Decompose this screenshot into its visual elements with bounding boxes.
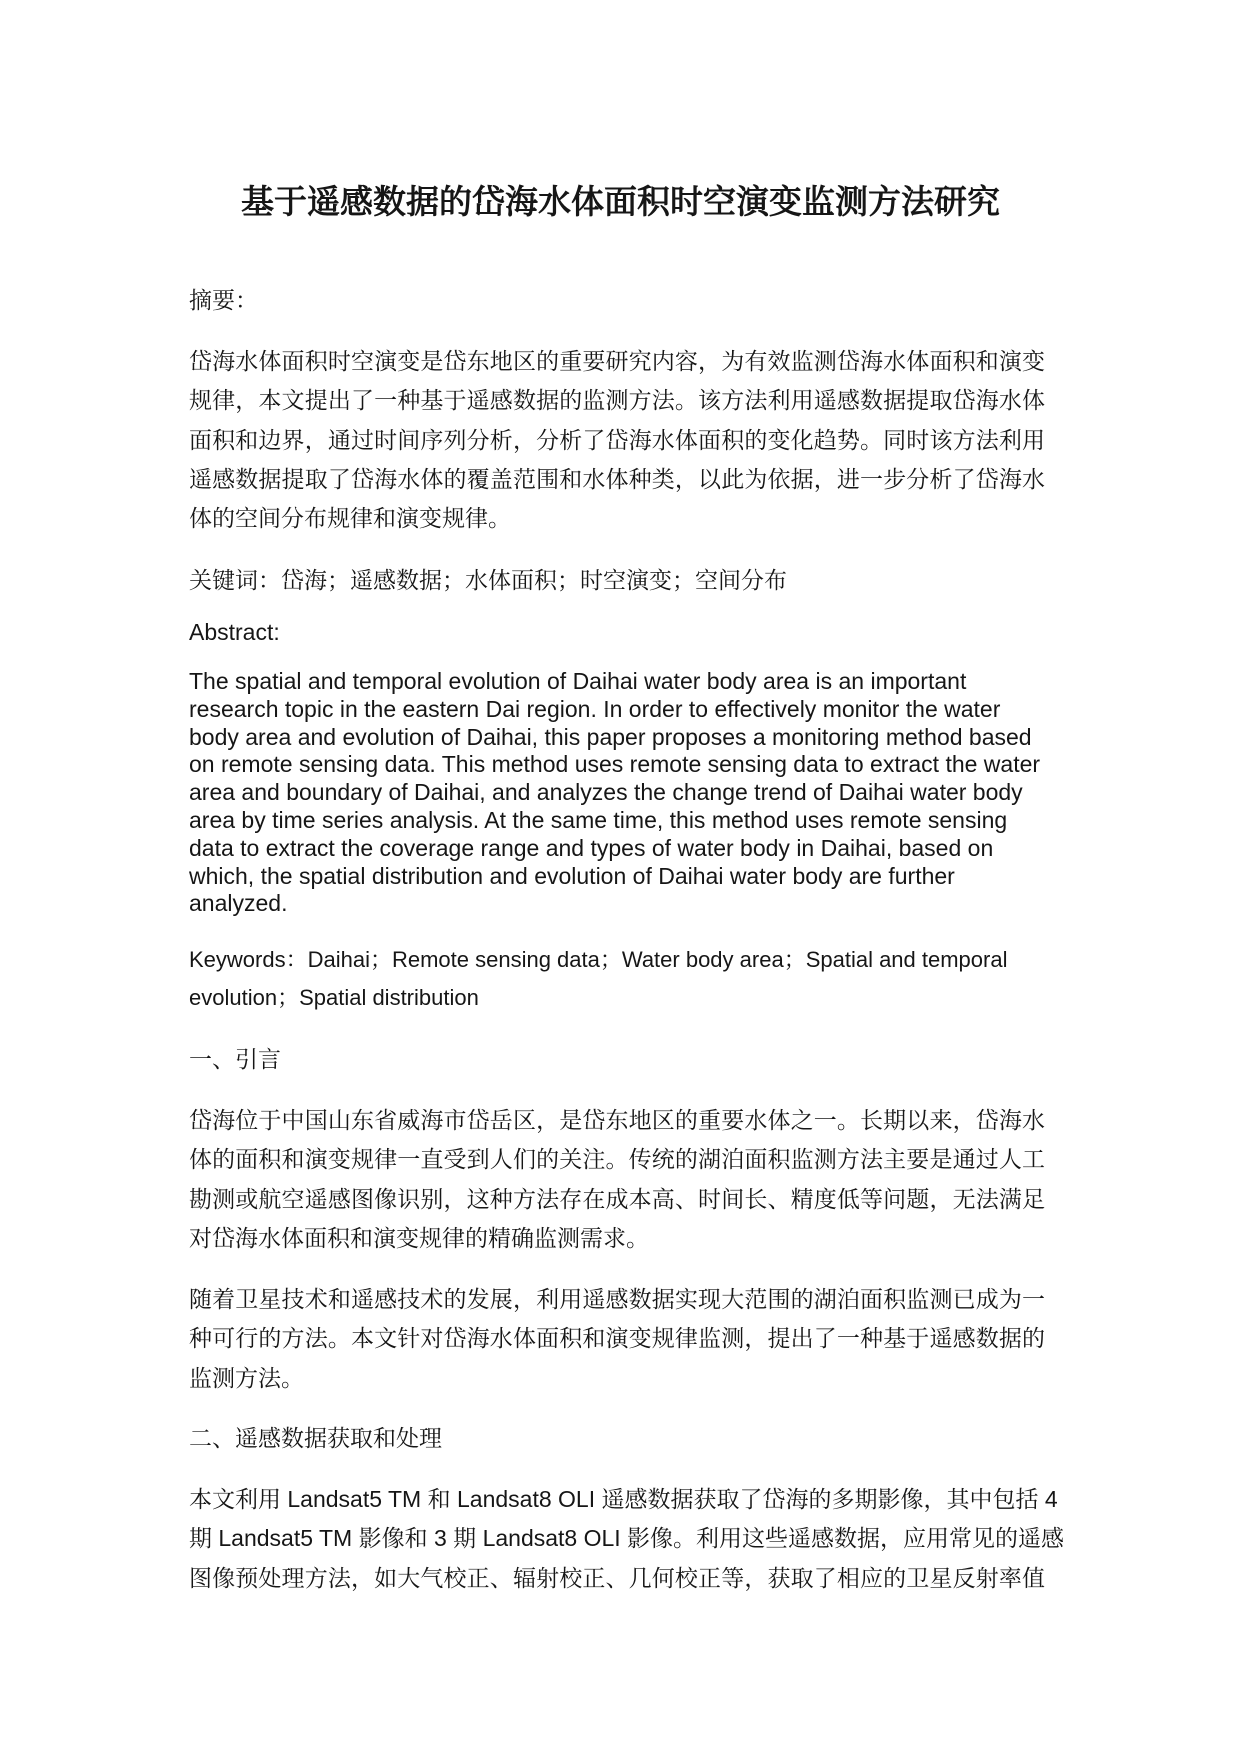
keywords-cn-line: 关键词：岱海；遥感数据；水体面积；时空演变；空间分布 <box>189 567 787 593</box>
abstract-en-heading <box>189 618 1045 646</box>
paragraph-line: 本文利用 Landsat5 TM 和 Landsat8 OLI 遥感数据获取了岱海的多期影像，其中包括 4 <box>189 1486 1058 1512</box>
paragraph-line: 对岱海水体面积和演变规律的精确监测需求。 <box>189 1224 649 1251</box>
abstract-cn-line: 面积和边界，通过时间序列分析，分析了岱海水体面积的变化趋势。同时该方法利用 <box>189 426 1045 453</box>
section-heading-text: 二、遥感数据获取和处理 <box>189 1425 442 1451</box>
paragraph-line: 勘测或航空遥感图像识别，这种方法存在成本高、时间长、精度低等问题，无法满足 <box>189 1185 1045 1212</box>
paragraph-line: 期 Landsat5 TM 影像和 3 期 Landsat8 OLI 影像。利用这些遥感数据，应用常见的遥感 <box>189 1525 1065 1552</box>
keywords-en-line: evolution；Spatial distribution <box>189 985 479 1011</box>
abstract-en-line: area and boundary of Daihai, and analyzes the change trend of Daihai water body <box>189 779 1023 806</box>
abstract-en-line: data to extract the coverage range and types of water body in Daihai, based on <box>189 834 994 861</box>
abstract-en-line: body area and evolution of Daihai, this paper proposes a monitoring method based <box>189 723 1032 750</box>
keywords-cn-paragraph <box>189 561 1045 600</box>
abstract-cn-line: 规律，本文提出了一种基于遥感数据的监测方法。该方法利用遥感数据提取岱海水体 <box>189 387 1045 414</box>
abstract-en-label: Abstract: <box>189 619 280 645</box>
paragraph-line: 监测方法。 <box>189 1364 304 1391</box>
abstract-en-line: which, the spatial distribution and evolution of Daihai water body are further <box>189 862 955 889</box>
body-paragraph <box>189 1480 1065 1598</box>
keywords-en-paragraph <box>189 941 1045 1018</box>
paragraph-line: 岱海位于中国山东省威海市岱岳区，是岱东地区的重要水体之一。长期以来，岱海水 <box>189 1107 1045 1133</box>
section-heading <box>189 1419 1045 1458</box>
abstract-en-paragraph <box>189 668 1045 918</box>
abstract-en-line: on remote sensing data. This method uses remote sensing data to extract the water <box>189 751 1041 778</box>
document-title: 基于遥感数据的岱海水体面积时空演变监测方法研究 <box>241 183 1000 220</box>
abstract-cn-line: 遥感数据提取了岱海水体的覆盖范围和水体种类，以此为依据，进一步分析了岱海水 <box>189 465 1045 492</box>
paragraph-line: 随着卫星技术和遥感技术的发展，利用遥感数据实现大范围的湖泊面积监测已成为一 <box>189 1286 1045 1312</box>
abstract-cn-line: 体的空间分布规律和演变规律。 <box>189 505 511 532</box>
body-paragraph <box>189 1280 1045 1398</box>
abstract-cn-paragraph <box>189 342 1045 538</box>
abstract-en-line: area by time series analysis. At the same time, this method uses remote sensing <box>189 806 1008 833</box>
paragraph-line: 图像预处理方法，如大气校正、辐射校正、几何校正等，获取了相应的卫星反射率值 <box>189 1564 1045 1591</box>
section-heading-text: 一、引言 <box>189 1046 281 1072</box>
section-heading <box>189 1040 1045 1079</box>
paragraph-line: 体的面积和演变规律一直受到人们的关注。传统的湖泊面积监测方法主要是通过人工 <box>189 1146 1045 1173</box>
keywords-en-line: Keywords：Daihai；Remote sensing data；Water body area；Spatial and temporal <box>189 947 1008 972</box>
abstract-cn-heading <box>189 281 1045 320</box>
abstract-cn-label: 摘要： <box>189 287 258 313</box>
paragraph-line: 种可行的方法。本文针对岱海水体面积和演变规律监测，提出了一种基于遥感数据的 <box>189 1325 1045 1352</box>
abstract-en-line: research topic in the eastern Dai region. In order to effectively monitor the water <box>189 695 1001 722</box>
body-paragraph <box>189 1101 1045 1258</box>
abstract-cn-line: 岱海水体面积时空演变是岱东地区的重要研究内容，为有效监测岱海水体面积和演变 <box>189 348 1045 374</box>
abstract-en-line: analyzed. <box>189 890 288 917</box>
abstract-en-line: The spatial and temporal evolution of Daihai water body area is an important <box>189 668 967 694</box>
